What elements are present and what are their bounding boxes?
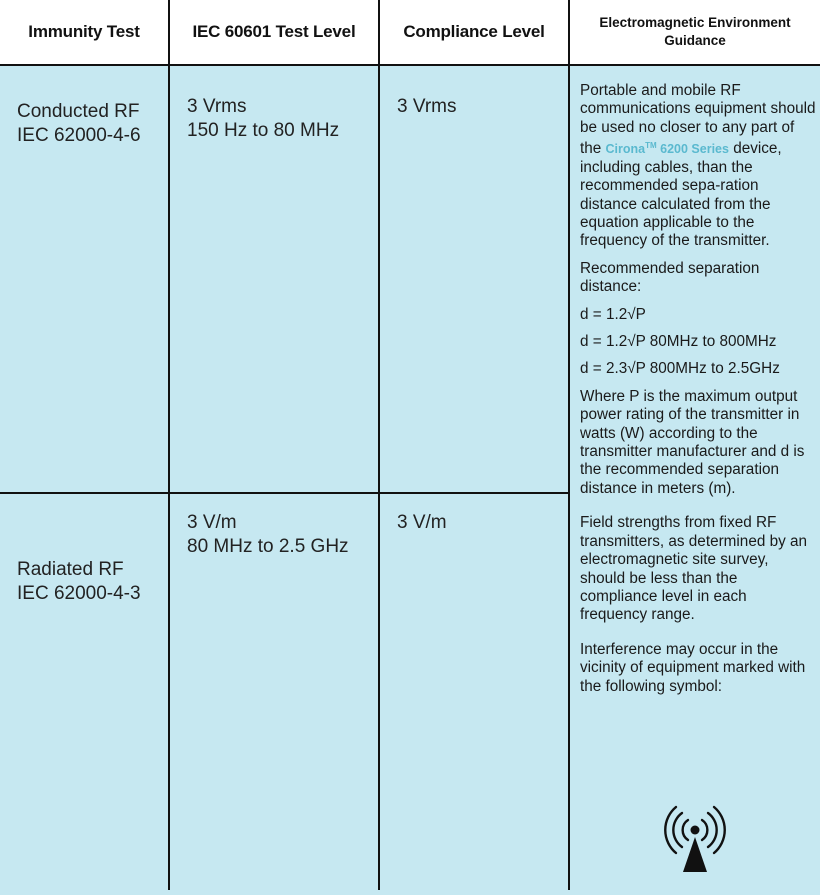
row-radiated-level — [170, 494, 378, 890]
guidance-cell — [570, 66, 820, 890]
guidance-p1-start: Portable and mobile RF communications equipment should be used no closer to any part of the — [580, 82, 816, 158]
equation-3: d = 2.3√P 800MHz to 2.5GHz — [580, 360, 780, 378]
guidance-paragraph-2: Recommended separation distance: — [580, 259, 760, 296]
header-compliance-level — [380, 0, 568, 64]
radiated-level-range: 80 MHz to 2.5 GHz — [187, 536, 349, 557]
row-conducted-level — [170, 66, 378, 492]
radiated-compliance-value: 3 V/m — [397, 512, 447, 533]
equation-2: d = 1.2√P 80MHz to 800MHz — [580, 333, 777, 351]
non-ionizing-radiation-icon — [570, 802, 820, 890]
conducted-compliance-value: 3 Vrms — [397, 96, 457, 117]
conducted-level-range: 150 Hz to 80 MHz — [187, 120, 340, 141]
guidance-paragraph-1 — [580, 82, 816, 251]
conducted-test-name: Conducted RF — [17, 101, 140, 122]
row-conducted-test — [0, 66, 168, 492]
brand-series: 6200 Series — [656, 142, 729, 157]
grid-line — [568, 0, 570, 890]
radiated-test-name: Radiated RF — [17, 559, 124, 580]
header-immunity-test-label: Immunity Test — [28, 22, 140, 41]
header-immunity-test — [0, 0, 168, 64]
row-radiated-compliance — [380, 494, 568, 890]
conducted-level-value: 3 Vrms — [187, 96, 247, 117]
guidance-paragraph-5: Interference may occur in the vicinity of equipment marked with the following symbol: — [580, 640, 806, 695]
grid-line — [0, 492, 570, 494]
guidance-paragraph-3: Where P is the maximum output power rating of the transmitter in watts (W) according to the transmitter manufacturer and d is the recommended separation distance in meters (m). — [580, 387, 805, 497]
row-radiated-test — [0, 494, 168, 890]
product-brand — [606, 142, 729, 156]
conducted-test-standard: IEC 62000-4-6 — [17, 125, 141, 146]
radiated-level-value: 3 V/m — [187, 512, 237, 533]
guidance-p1-end: device, including cables, than the recommended sepa-ration distance calculated from the equation applicable to the frequency of the transmitter. — [580, 140, 782, 250]
grid-line — [168, 0, 170, 890]
grid-line — [378, 0, 380, 890]
row-conducted-compliance — [380, 66, 568, 492]
grid-line — [0, 64, 820, 66]
header-compliance-level-label: Compliance Level — [403, 22, 545, 41]
equation-1: d = 1.2√P — [580, 305, 646, 323]
brand-trademark: TM — [645, 141, 657, 151]
brand-name: Cirona — [605, 142, 646, 157]
header-guidance — [570, 0, 820, 64]
radiated-test-standard: IEC 62000-4-3 — [17, 583, 141, 604]
header-test-level — [170, 0, 378, 64]
header-guidance-label: Electromagnetic Environment Guidance — [599, 15, 791, 48]
header-test-level-label: IEC 60601 Test Level — [192, 22, 356, 41]
guidance-paragraph-4: Field strengths from fixed RF transmitters, as determined by an electromagnetic site survey, should be less than the compliance level in each frequency range. — [580, 514, 808, 624]
